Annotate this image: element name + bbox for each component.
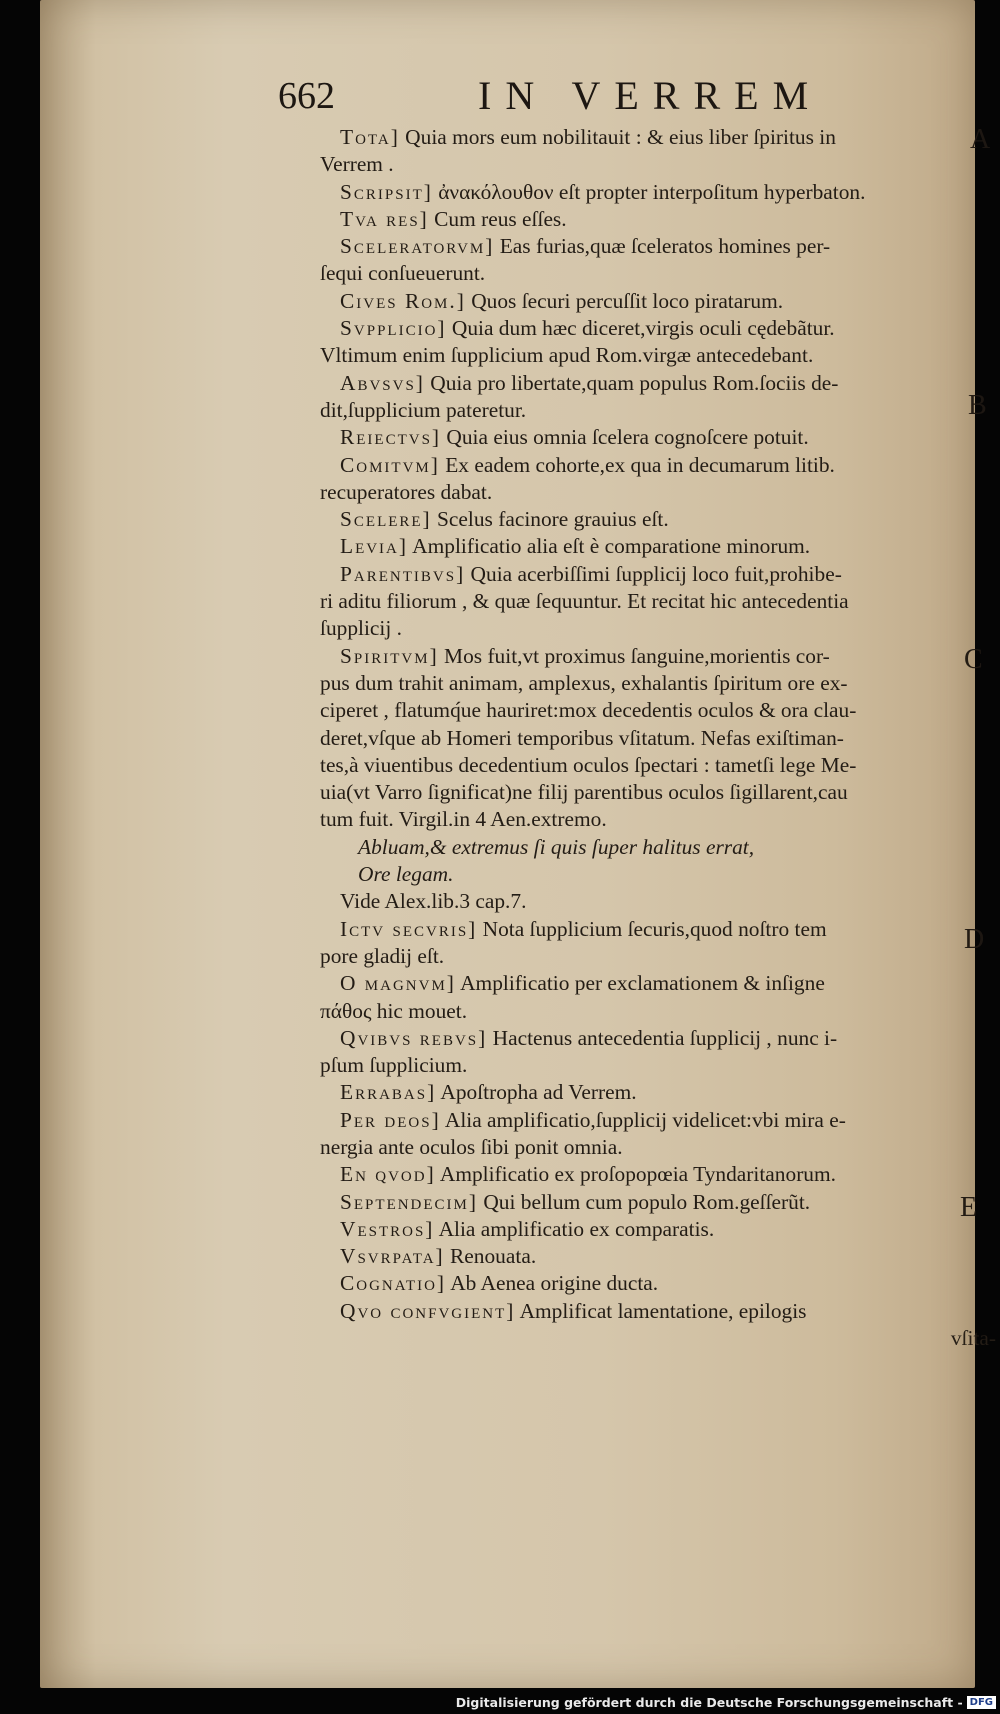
- lemma: Ictv secvris]: [340, 916, 478, 941]
- text-line: [320, 670, 996, 697]
- margin-letter-d: D: [964, 924, 985, 955]
- book-page: [40, 0, 996, 1688]
- text-line: [320, 124, 996, 151]
- text-line: [320, 779, 996, 806]
- lemma: Qvo confvgient]: [340, 1298, 516, 1323]
- text-line: [320, 943, 996, 970]
- text-line: [320, 861, 996, 888]
- text-line: [320, 1270, 996, 1297]
- line-text: Nota ſupplicium ſecuris,quod noſtro tem: [477, 916, 827, 941]
- lemma: Per deos]: [340, 1107, 441, 1132]
- line-text: Scelus facinore grauius eſt.: [431, 507, 669, 532]
- line-text: Qui bellum cum populo Rom.geſſerũt.: [478, 1189, 811, 1214]
- text-line: [320, 998, 996, 1025]
- text-line: [320, 206, 996, 233]
- text-line: [320, 1107, 996, 1134]
- line-text: Abluam,& extremus ſi quis ſuper halitus errat,: [358, 834, 755, 859]
- lemma: Levia]: [340, 534, 409, 559]
- text-line: [320, 533, 996, 560]
- text-line: [320, 151, 996, 178]
- lemma: Cives Rom.]: [340, 288, 466, 313]
- text-line: [320, 806, 996, 833]
- lemma: Abvsvs]: [340, 370, 425, 395]
- line-text: Alia amplificatio ex comparatis.: [434, 1216, 715, 1241]
- lemma: Cognatio]: [340, 1271, 447, 1296]
- lemma: Errabas]: [340, 1080, 437, 1105]
- lemma: Vsvrpata]: [340, 1244, 445, 1269]
- line-text: ri aditu filiorum , & quæ ſequuntur. Et recitat hic antecedentia: [320, 589, 849, 614]
- lemma: Scelere]: [340, 507, 432, 532]
- lemma: Tva res]: [340, 206, 429, 231]
- text-line: [320, 697, 996, 724]
- text-line: [320, 452, 996, 479]
- line-text: pus dum trahit animam, amplexus, exhalantis ſpiritum ore ex-: [320, 670, 848, 695]
- line-text: Alia amplificatio,ſupplicij videlicet:vbi mira e-: [440, 1107, 846, 1132]
- text-line: [320, 479, 996, 506]
- text-line: [320, 1161, 996, 1188]
- lemma: Comitvm]: [340, 452, 440, 477]
- lemma: Reiectvs]: [340, 425, 442, 450]
- line-text: Renouata.: [444, 1244, 537, 1269]
- line-text: tum fuit. Virgil.in 4 Aen.extremo.: [320, 807, 607, 832]
- line-text: Verrem .: [320, 152, 394, 177]
- text-line: [320, 615, 996, 642]
- lemma: Septendecim]: [340, 1189, 479, 1214]
- lemma: Spiritvm]: [340, 643, 439, 668]
- line-text: Ex eadem cohorte,ex qua in decumarum litib.: [439, 452, 835, 477]
- lemma: O magnvm]: [340, 971, 456, 996]
- text-line: [320, 834, 996, 861]
- text-line: [320, 970, 996, 997]
- lemma: Qvibvs rebvs]: [340, 1025, 488, 1050]
- text-line: [320, 260, 996, 287]
- line-text: Quia eius omnia ſcelera cognoſcere potuit.: [441, 425, 809, 450]
- text-line: [320, 1052, 996, 1079]
- running-head: [278, 74, 845, 124]
- lemma: Sceleratorvm]: [340, 234, 495, 259]
- text-line: [320, 752, 996, 779]
- digitization-credit: [456, 1695, 996, 1710]
- text-line: [320, 506, 996, 533]
- text-line: [320, 588, 996, 615]
- lemma: Parentibvs]: [340, 561, 466, 586]
- line-text: Cum reus eſſes.: [428, 206, 567, 231]
- text-line: [320, 370, 996, 397]
- page-number: 662: [278, 75, 335, 117]
- text-line: [320, 888, 996, 915]
- text-line: [320, 1079, 996, 1106]
- commentary-text: [320, 124, 996, 1352]
- line-text: tes,à viuentibus decedentium oculos ſpectari : tametſi lege Me-: [320, 752, 857, 777]
- text-line: [320, 561, 996, 588]
- line-text: pore gladij eſt.: [320, 943, 445, 968]
- line-text: Quia dum hæc diceret,virgis oculi cędebãtur.: [446, 316, 835, 341]
- running-title: IN VERREM: [478, 73, 823, 118]
- line-text: Amplificatio ex proſopopœia Tyndaritanorum.: [435, 1162, 836, 1187]
- line-text: Quia pro libertate,quam populus Rom.ſociis de-: [424, 370, 839, 395]
- text-line: [320, 233, 996, 260]
- lemma: En qvod]: [340, 1162, 436, 1187]
- line-text: Amplificatio alia eſt è comparatione minorum.: [408, 534, 811, 559]
- text-line: [320, 725, 996, 752]
- text-line: [320, 397, 996, 424]
- line-text: uia(vt Varro ſignificat)ne filij parentibus oculos ſigillarent,cau: [320, 780, 848, 805]
- text-line: [320, 424, 996, 451]
- line-text: deret,vſque ab Homeri temporibus vſitatum. Nefas exiſtiman-: [320, 725, 844, 750]
- line-text: Vide Alex.lib.3 cap.7.: [340, 889, 527, 914]
- line-text: Hactenus antecedentia ſupplicij , nunc i-: [487, 1025, 838, 1050]
- text-line: [320, 916, 996, 943]
- line-text: Amplificat lamentatione, epilogis: [515, 1298, 807, 1323]
- text-line: [320, 342, 996, 369]
- margin-letter-c: C: [964, 644, 983, 675]
- line-text: Ab Aenea origine ducta.: [446, 1271, 659, 1296]
- line-text: Quos ſecuri percuſſit loco piratarum.: [465, 288, 784, 313]
- line-text: πάθος hic mouet.: [320, 998, 468, 1023]
- lemma: Vestros]: [340, 1216, 435, 1241]
- text-line: [320, 315, 996, 342]
- line-text: Eas furias,quæ ſceleratos homines per-: [494, 234, 831, 259]
- line-text: Quia mors eum nobilitauit : & eius liber ſpiritus in: [399, 125, 836, 149]
- line-text: ciperet , flatumq́ue hauriret:mox decedentis oculos & ora clau-: [320, 698, 857, 723]
- line-text: recuperatores dabat.: [320, 479, 493, 504]
- line-text: Vltimum enim ſupplicium apud Rom.virgæ antecedebant.: [320, 343, 814, 368]
- line-text: Ore legam.: [358, 862, 454, 887]
- credit-text: Digitalisierung gefördert durch die Deutsche Forschungsgemeinschaft -: [455, 1695, 963, 1710]
- text-line: [320, 288, 996, 315]
- line-text: ſequi conſueuerunt.: [320, 261, 486, 286]
- text-line: [320, 1298, 996, 1325]
- margin-letter-e: E: [960, 1192, 978, 1223]
- lemma: Svpplicio]: [340, 316, 447, 341]
- line-text: ἀνακόλουθον eſt propter interpoſitum hyperbaton.: [432, 179, 866, 204]
- line-text: dit,ſupplicium pateretur.: [320, 397, 527, 422]
- line-text: Quia acerbiſſimi ſupplicij loco fuit,prohibe-: [465, 561, 842, 586]
- line-text: nergia ante oculos ſibi ponit omnia.: [320, 1134, 623, 1159]
- text-line: [320, 1189, 996, 1216]
- margin-letter-a: A: [970, 124, 991, 155]
- text-line: [320, 1243, 996, 1270]
- line-text: Apoſtropha ad Verrem.: [436, 1080, 637, 1105]
- text-line: [320, 1216, 996, 1243]
- text-line: [320, 1134, 996, 1161]
- lemma: Tota]: [340, 125, 400, 149]
- line-text: Amplificatio per exclamationem & inſigne: [455, 971, 825, 996]
- text-line: [320, 1325, 996, 1352]
- line-text: pſum ſupplicium.: [320, 1053, 468, 1078]
- text-line: [320, 643, 996, 670]
- margin-letter-b: B: [968, 390, 987, 421]
- line-text: vſita-: [950, 1326, 996, 1351]
- line-text: ſupplicij .: [320, 616, 402, 641]
- dfg-logo: DFG: [967, 1696, 996, 1709]
- text-line: [320, 1025, 996, 1052]
- lemma: Scripsit]: [340, 179, 433, 204]
- line-text: Mos fuit,vt proximus ſanguine,morientis cor-: [438, 643, 830, 668]
- text-line: [320, 179, 996, 206]
